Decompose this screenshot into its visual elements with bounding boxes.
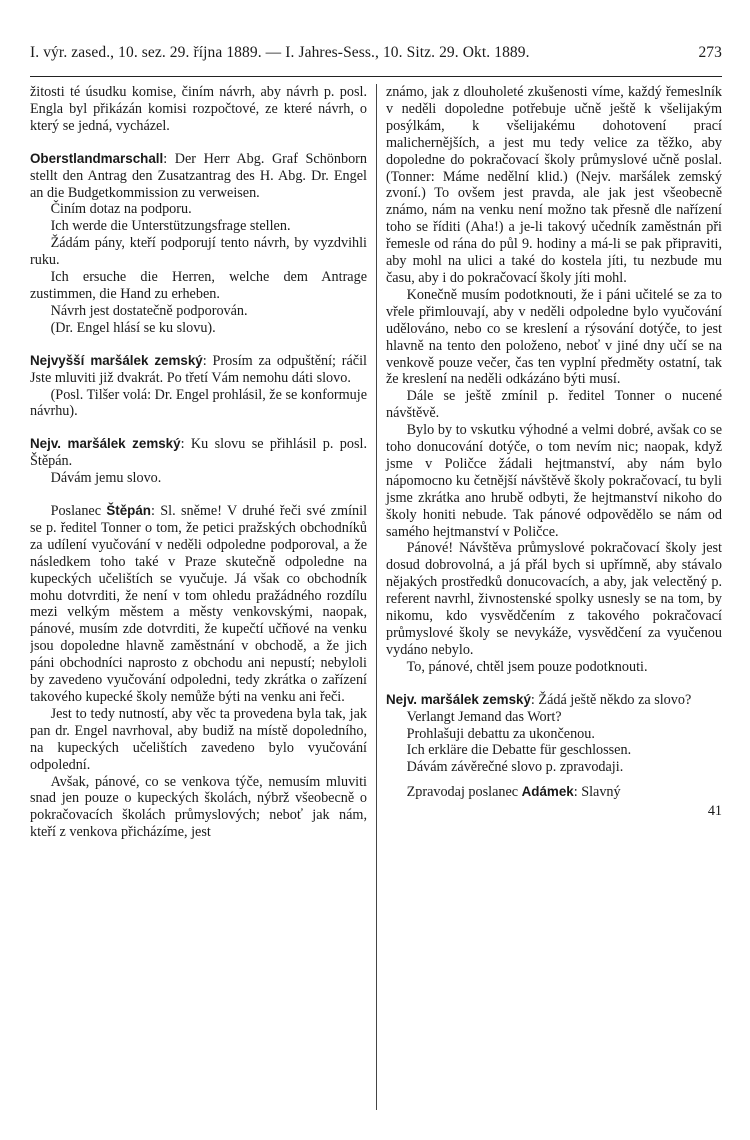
paragraph-text: Činím dotaz na podporu. — [50, 201, 192, 218]
speaker-paragraph — [30, 503, 367, 706]
speaker-prefix: Zpravodaj poslanec — [406, 784, 522, 801]
paragraph-text: Dále se ještě zmínil p. ředitel Tonner o nucené návštěvě. — [386, 388, 722, 422]
speaker-name: Adámek — [521, 784, 574, 800]
paragraph-text: žitosti té úsudku komise, činím návrh, aby návrh p. posl. Engla byl přikázán komisi rozpočtové, ze které návrh, o který se jedná, vycházel. — [30, 84, 367, 134]
speaker-name: Nejv. maršálek zemský — [30, 436, 181, 452]
paragraph — [30, 84, 367, 135]
paragraph-text: Avšak, pánové, co se venkova týče, nemusím mluviti snad jen pouze o kupeckých školách, nýbrž všeobecně o pokračovacích školách průmyslových; neboť jak nám, kteří z venkova přicházíme, jest — [30, 773, 367, 841]
paragraph — [30, 387, 367, 421]
page-header — [30, 44, 722, 70]
paragraph-text: Dávám jemu slovo. — [50, 470, 162, 487]
paragraph — [386, 709, 722, 726]
speaker-paragraph — [30, 436, 367, 470]
paragraph — [386, 287, 722, 388]
paragraph-text: Jest to tedy nutností, aby věc ta provedena byla tak, jak pan dr. Engel navrhoval, aby budiž na místě dopoledního, na kupeckých učelištích zavedeno bylo vyučování odpolední. — [30, 705, 367, 773]
speaker-paragraph — [30, 151, 367, 202]
speaker-paragraph — [386, 692, 722, 709]
paragraph-text: Žádám pány, kteří podporují tento návrh, by vyzdvihli ruku. — [30, 235, 367, 269]
paragraph-text: : Slavný — [573, 784, 621, 801]
speaker-paragraph — [386, 784, 722, 801]
paragraph-gap — [386, 676, 722, 692]
signature-mark: 41 — [707, 803, 722, 820]
speaker-prefix: Poslanec — [50, 503, 107, 520]
speaker-paragraph — [30, 353, 367, 387]
header-title: I. výr. zased., 10. sez. 29. října 1889. — I. Jahres-Sess., 10. Sitz. 29. Okt. 1889. — [30, 44, 530, 61]
paragraph-gap — [386, 776, 722, 784]
header-rule — [30, 76, 722, 77]
paragraph-text: Pánové! Návštěva průmyslové pokračovací školy jest dosud dobrovolná, a já přál bych si upřímně, aby stávalo nějakých prostředků donucovacích, a aby, jak velectěný p. referent navrhl, živnostenské spolky usnesly se na tom, by nikomu, kdo vysvědčením z takového pokračovací průmyslové školy se nevykáže, vysvědčení za vyučenou vydáno nebylo. — [386, 540, 722, 658]
paragraph — [30, 235, 367, 269]
paragraph — [386, 659, 722, 676]
text-columns — [30, 84, 722, 1110]
paragraph — [30, 201, 367, 218]
paragraph-text: (Posl. Tilšer volá: Dr. Engel prohlásil, že se konformuje návrhu). — [30, 386, 368, 420]
left-column — [30, 84, 376, 1110]
paragraph — [30, 774, 367, 842]
paragraph-gap — [30, 487, 367, 503]
page-number: 273 — [698, 44, 722, 61]
paragraph-text: : Sl. sněme! V druhé řeči své zmínil se p. ředitel Tonner o tom, že petici pražských obchodníků za udílení vyučování v neděli odpoledne podporoval, a že následkem toho také v Praze skutečně odpoledne na kupeckých učelištích se vyučuje. Já však co obchodník mohu dotvrditi, že není v tom ohledu pražádného rozdílu mezi velkým městem a městy venkovskými, naopak, pánové, musím zde dotvrditi, že kupečtí učňové na venku jsou dopoledne hlavně zaměstnání v obchodě, a že jich páni obchodníci naprosto z obchodu ani nepustí; nebyloli by zavedeno vyučování odpoledni, tedy zkrátka o zařízení takového kupecké školy nemůže býti na venku ani řeči. — [30, 503, 368, 705]
paragraph-text: Ich ersuche die Herren, welche dem Antrage zustimmen, die Hand zu erheben. — [30, 269, 367, 302]
paragraph — [386, 540, 722, 658]
paragraph-text: : Der Herr Abg. Graf Schönborn stellt den Antrag den Zusatzantrag des H. Abg. Dr. Engel an die Budgetkommission zu verweisen. — [30, 150, 367, 201]
paragraph-text: Verlangt Jemand das Wort? — [406, 708, 562, 725]
paragraph — [30, 470, 367, 487]
speaker-name: Oberstlandmarschall — [30, 150, 164, 166]
paragraph — [30, 706, 367, 774]
paragraph-text: Prohlašuji debattu za ukončenou. — [406, 725, 595, 742]
paragraph-text: (Dr. Engel hlásí se ku slovu). — [50, 319, 216, 336]
paragraph-text: Dávám závěrečné slovo p. zpravodaji. — [406, 759, 624, 776]
paragraph — [386, 388, 722, 422]
speaker-name: Nejv. maršálek zemský — [386, 691, 531, 707]
paragraph-gap — [30, 135, 367, 151]
paragraph-text: Bylo by to vskutku výhodné a velmi dobré, avšak co se toho donucování dotýče, o tom nevím nic; naopak, když jsme v Poličce žádali hejtmanství, aby nám bylo nápomocno ku četnější návštěvě školy pokračovací, tu byli jsme zkrátka ano hrubě odbyti, že hejtmanství nikoho do školy honiti nebude. Tak pánové odpovědělo se nám od samého hejtmanství v Poličce. — [386, 422, 722, 540]
paragraph-text: : Ku slovu se přihlásil p. posl. Štěpán. — [30, 436, 367, 470]
paragraph-gap — [30, 420, 367, 436]
paragraph — [30, 303, 367, 320]
paragraph — [30, 218, 367, 235]
paragraph — [386, 84, 722, 287]
paragraph-text: : Žádá ještě někdo za slovo? — [530, 691, 692, 708]
paragraph-gap — [30, 337, 367, 353]
paragraph — [386, 742, 722, 759]
paragraph-text: To, pánové, chtěl jsem pouze podotknouti. — [406, 658, 648, 675]
speaker-name: Nejvyšší maršálek zemský — [30, 352, 203, 368]
paragraph — [386, 422, 722, 540]
paragraph-text: : Prosím za odpuštění; ráčil Jste mluviti již dvakrát. Po třetí Vám nemohu dáti slovo. — [30, 352, 367, 386]
paragraph — [30, 320, 367, 337]
speaker-name: Štěpán — [106, 503, 151, 519]
paragraph-text: Návrh jest dostatečně podporován. — [50, 302, 248, 319]
paragraph-text: Konečně musím podotknouti, že i páni učitelé se za to vřele přimlouvají, aby v neděli odpoledne bylo vyučování udělováno, nebo co se kreslení a rýsování dotýče, to jest hlavně na tento den položeno, neboť v jiné dny učí se na venkově pouze večer, čas ten vyplní předměty ostatní, tak že kreslení na neděli odkázáno býti musí. — [386, 286, 722, 388]
paragraph — [30, 269, 367, 303]
paragraph-text: Ich werde die Unterstützungsfrage stellen. — [50, 218, 291, 235]
paragraph-text: známo, jak z dlouholeté zkušenosti víme, každý řemeslník v neděli dopoledne potřebuje učně ještě k všelijakým posýlkám, k všelijakému dohotovení prací malichernějších, a jest mu tedy velice za těžko, aby dopoledne do pokračovací školy průmyslové učně poslal. (Tonner: Máme nedělní klid.) (Nejv. maršálek zemský zvoní.) To ovšem jest pravda, ale jak jest všeobecně známo, nám na venku není možno tak přesně dle nařízení toho se říditi (Aha!) a je-li takový učedník zaměstnán při řemesle od rána do půl 9. hodiny a má-li se pak připraviti, aby mohl na ulici a také do kostela jíti, tu nezbude mu času, aby i do pokračovací školy jíti mohl. — [386, 84, 722, 286]
paragraph — [386, 759, 722, 776]
right-column — [376, 84, 722, 1110]
paragraph — [386, 726, 722, 743]
paragraph-text: Ich erkläre die Debatte für geschlossen. — [406, 742, 632, 759]
